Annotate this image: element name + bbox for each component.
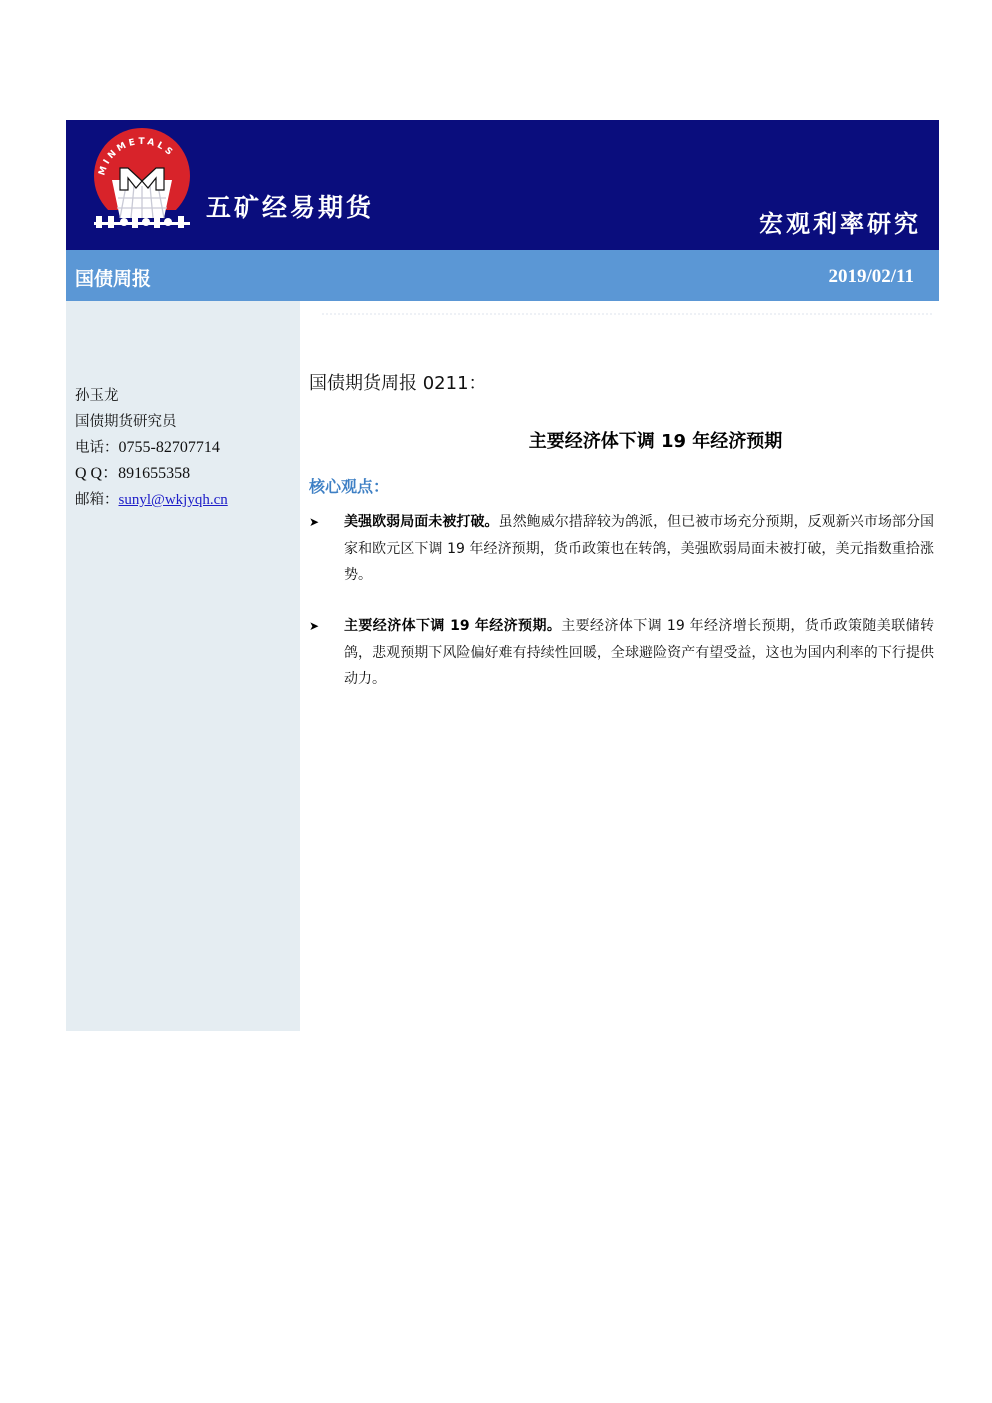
minmetals-logo-icon <box>90 126 194 236</box>
report-type-bar <box>66 250 939 301</box>
author-name: 孙玉龙 <box>75 388 119 404</box>
key-point-body: 虽然鲍威尔措辞较为鸽派，但已被市场充分预期，反观新兴市场部分国家和欧元区下调 19 年经济预期，货币政策也在转鸽，美强欧弱局面未被打破，美元指数重拾涨势。 <box>344 514 935 583</box>
email-label: 邮箱： <box>75 492 119 508</box>
bullet-arrow-icon: ➤ <box>309 515 320 529</box>
qq-label: Q Q： <box>75 465 119 482</box>
author-phone: 0755-82707714 <box>118 439 220 456</box>
author-email-row <box>75 487 228 513</box>
report-type-label: 国债周报 <box>75 268 152 290</box>
company-name: 五矿经易期货 <box>206 193 375 222</box>
author-qq-row <box>75 461 228 487</box>
phone-label: 电话： <box>75 440 119 456</box>
bullet-arrow-icon: ➤ <box>309 619 320 633</box>
key-point-body: 主要经济体下调 19 年经济增长预期，货币政策随美联储转鸽，悲观预期下风险偏好难有持续性回暖，全球避险资产有望受益，这也为国内利率的下行提供动力。 <box>344 618 934 687</box>
author-sidebar <box>66 301 300 1031</box>
report-date: 2019/02/11 <box>828 266 914 287</box>
header-banner <box>66 120 939 250</box>
logo-arc-text: MINMETALS <box>97 136 177 177</box>
research-type-title: 宏观利率研究 <box>759 210 921 238</box>
author-phone-row <box>75 435 228 461</box>
dotted-divider <box>322 313 932 315</box>
core-views-label: 核心观点： <box>309 477 390 496</box>
author-title: 国债期货研究员 <box>75 414 177 430</box>
key-point-text <box>344 613 934 693</box>
key-point-lead: 美强欧弱局面未被打破。 <box>344 514 499 530</box>
author-info <box>75 383 228 513</box>
report-title: 国债期货周报 0211： <box>309 373 487 394</box>
report-headline: 主要经济体下调 19 年经济预期 <box>528 431 783 452</box>
author-email-link[interactable]: sunyl@wkjyqh.cn <box>118 492 228 508</box>
key-point-text <box>344 509 934 589</box>
key-point-lead: 主要经济体下调 19 年经济预期。 <box>344 618 562 634</box>
author-qq: 891655358 <box>118 465 191 482</box>
